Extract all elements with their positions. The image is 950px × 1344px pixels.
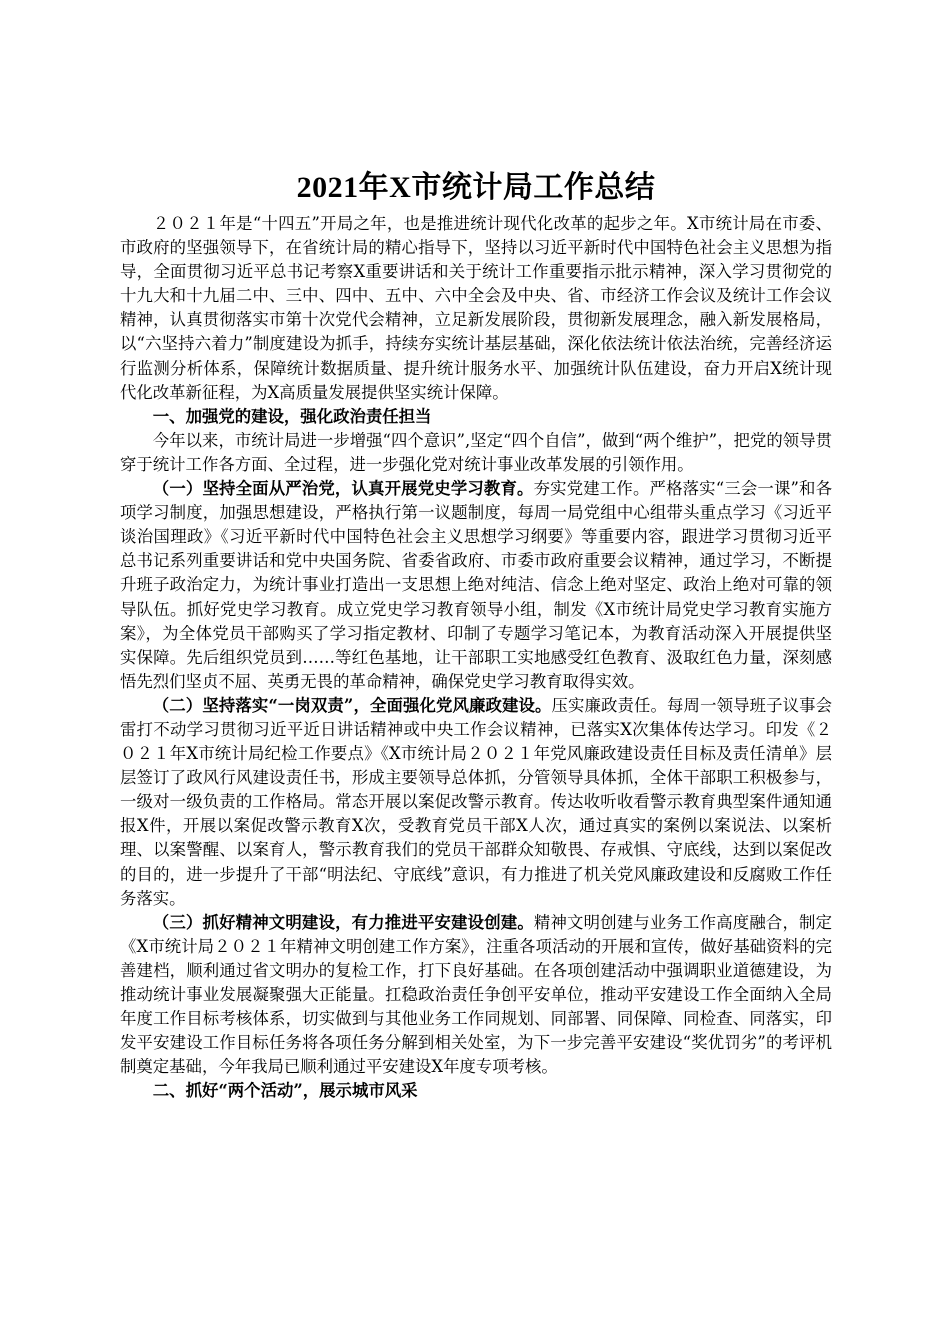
subsection-3-lead: （三）抓好精神文明建设，有力推进平安建设创建。 <box>152 912 534 932</box>
subsection-3-paragraph <box>120 911 832 1080</box>
subsection-2-paragraph <box>120 694 832 911</box>
subsection-1-text: 夯实党建工作。严格落实“三会一课”和各项学习制度，加强思想建设，严格执行第一议题制度，每周一局党组中心组带头重点学习《习近平谈治国理政》《习近平新时代中国特色社会主义思想学习纲要》等重要内容，跟进学习贯彻习近平总书记系列重要讲话和党中央国务院、省委省政府、市委市政府重要会议精神，通过学习，不断提升班子政治定力，为统计事业打造出一支思想上绝对纯洁、信念上绝对坚定、政治上绝对可靠的领导队伍。抓好党史学习教育。成立党史学习教育领导小组，制发《X市统计局党史学习教育实施方案》，为全体党员干部购买了学习指定教材、印制了专题学习笔记本，为教育活动深入开展提供坚实保障。先后组织党员到……等红色基地，让干部职工实地感受红色教育、汲取红色力量，深刻感悟先烈们坚贞不屈、英勇无畏的革命精神，确保党史学习教育取得实效。 <box>120 479 832 691</box>
section-heading-2: 二、抓好“两个活动”，展示城市风采 <box>152 1081 418 1101</box>
section-1-intro-paragraph: 今年以来，市统计局进一步增强“四个意识”,坚定“四个自信”，做到“两个维护”，把党的领导贯穿于统计工作各方面、全过程，进一步强化党对统计事业改革发展的引领作用。 <box>120 430 832 474</box>
section-heading-1: 一、加强党的建设，强化政治责任担当 <box>152 406 432 426</box>
document-body <box>120 168 832 1103</box>
subsection-3-text: 精神文明创建与业务工作高度融合，制定《X市统计局２０２１年精神文明创建工作方案》，注重各项活动的开展和宣传，做好基础资料的完善建档，顺利通过省文明办的复检工作，打下良好基础。在各项创建活动中强调职业道德建设，为推动统计事业发展凝聚强大正能量。扛稳政治责任争创平安单位，推动平安建设工作全面纳入全局年度工作目标考核体系，切实做到与其他业务工作同规划、同部署、同保障、同检查、同落实，印发平安建设工作目标任务将各项任务分解到相关处室，为下一步完善平安建设“奖优罚劣”的考评机制奠定基础，今年我局已顺利通过平安建设X年度专项考核。 <box>120 912 833 1077</box>
subsection-2-lead: （二）坚持落实“一岗双责”，全面强化党风廉政建设。 <box>152 695 552 715</box>
subsection-1-paragraph <box>120 477 832 694</box>
subsection-2-text: 压实廉政责任。每周一领导班子议事会雷打不动学习贯彻习近平近日讲话精神或中央工作会议精神，已落实X次集体传达学习。印发《２０２１年X市统计局纪检工作要点》《X市统计局２０２１年党风廉政建设责任目标及责任清单》层层签订了政风行风建设责任书，形成主要领导总体抓，分管领导具体抓，全体干部职工积极参与，一级对一级负责的工作格局。常态开展以案促改警示教育。传达收听收看警示教育典型案件通知通报X件，开展以案促改警示教育X次，受教育党员干部X人次，通过真实的案例以案说法、以案析理、以案警醒、以案育人，警示教育我们的党员干部群众知敬畏、存戒惧、守底线，达到以案促改的目的，进一步提升了干部“明法纪、守底线”意识，有力推进了机关党风廉政建设和反腐败工作任务落实。 <box>120 695 832 908</box>
subsection-1-lead: （一）坚持全面从严治党，认真开展党史学习教育。 <box>152 479 534 499</box>
intro-paragraph: ２０２１年是“十四五”开局之年，也是推进统计现代化改革的起步之年。X市统计局在市委、市政府的坚强领导下，在省统计局的精心指导下，坚持以习近平新时代中国特色社会主义思想为指导，全面贯彻习近平总书记考察X重要讲话和关于统计工作重要指示批示精神，深入学习贯彻党的十九大和十九届二中、三中、四中、五中、六中全会及中央、省、市经济工作会议及统计工作会议精神，认真贯彻落实市第十次党代会精神，立足新发展阶段，贯彻新发展理念，融入新发展格局，以“六坚持六着力”制度建设为抓手，持续夯实统计基层基础，深化依法统计依法治统，完善经济运行监测分析体系，保障统计数据质量、提升统计服务水平、加强统计队伍建设，奋力开启X统计现代化改革新征程，为X高质量发展提供坚实统计保障。 <box>120 214 832 402</box>
document-title: 2021年X市统计局工作总结 <box>296 171 656 204</box>
